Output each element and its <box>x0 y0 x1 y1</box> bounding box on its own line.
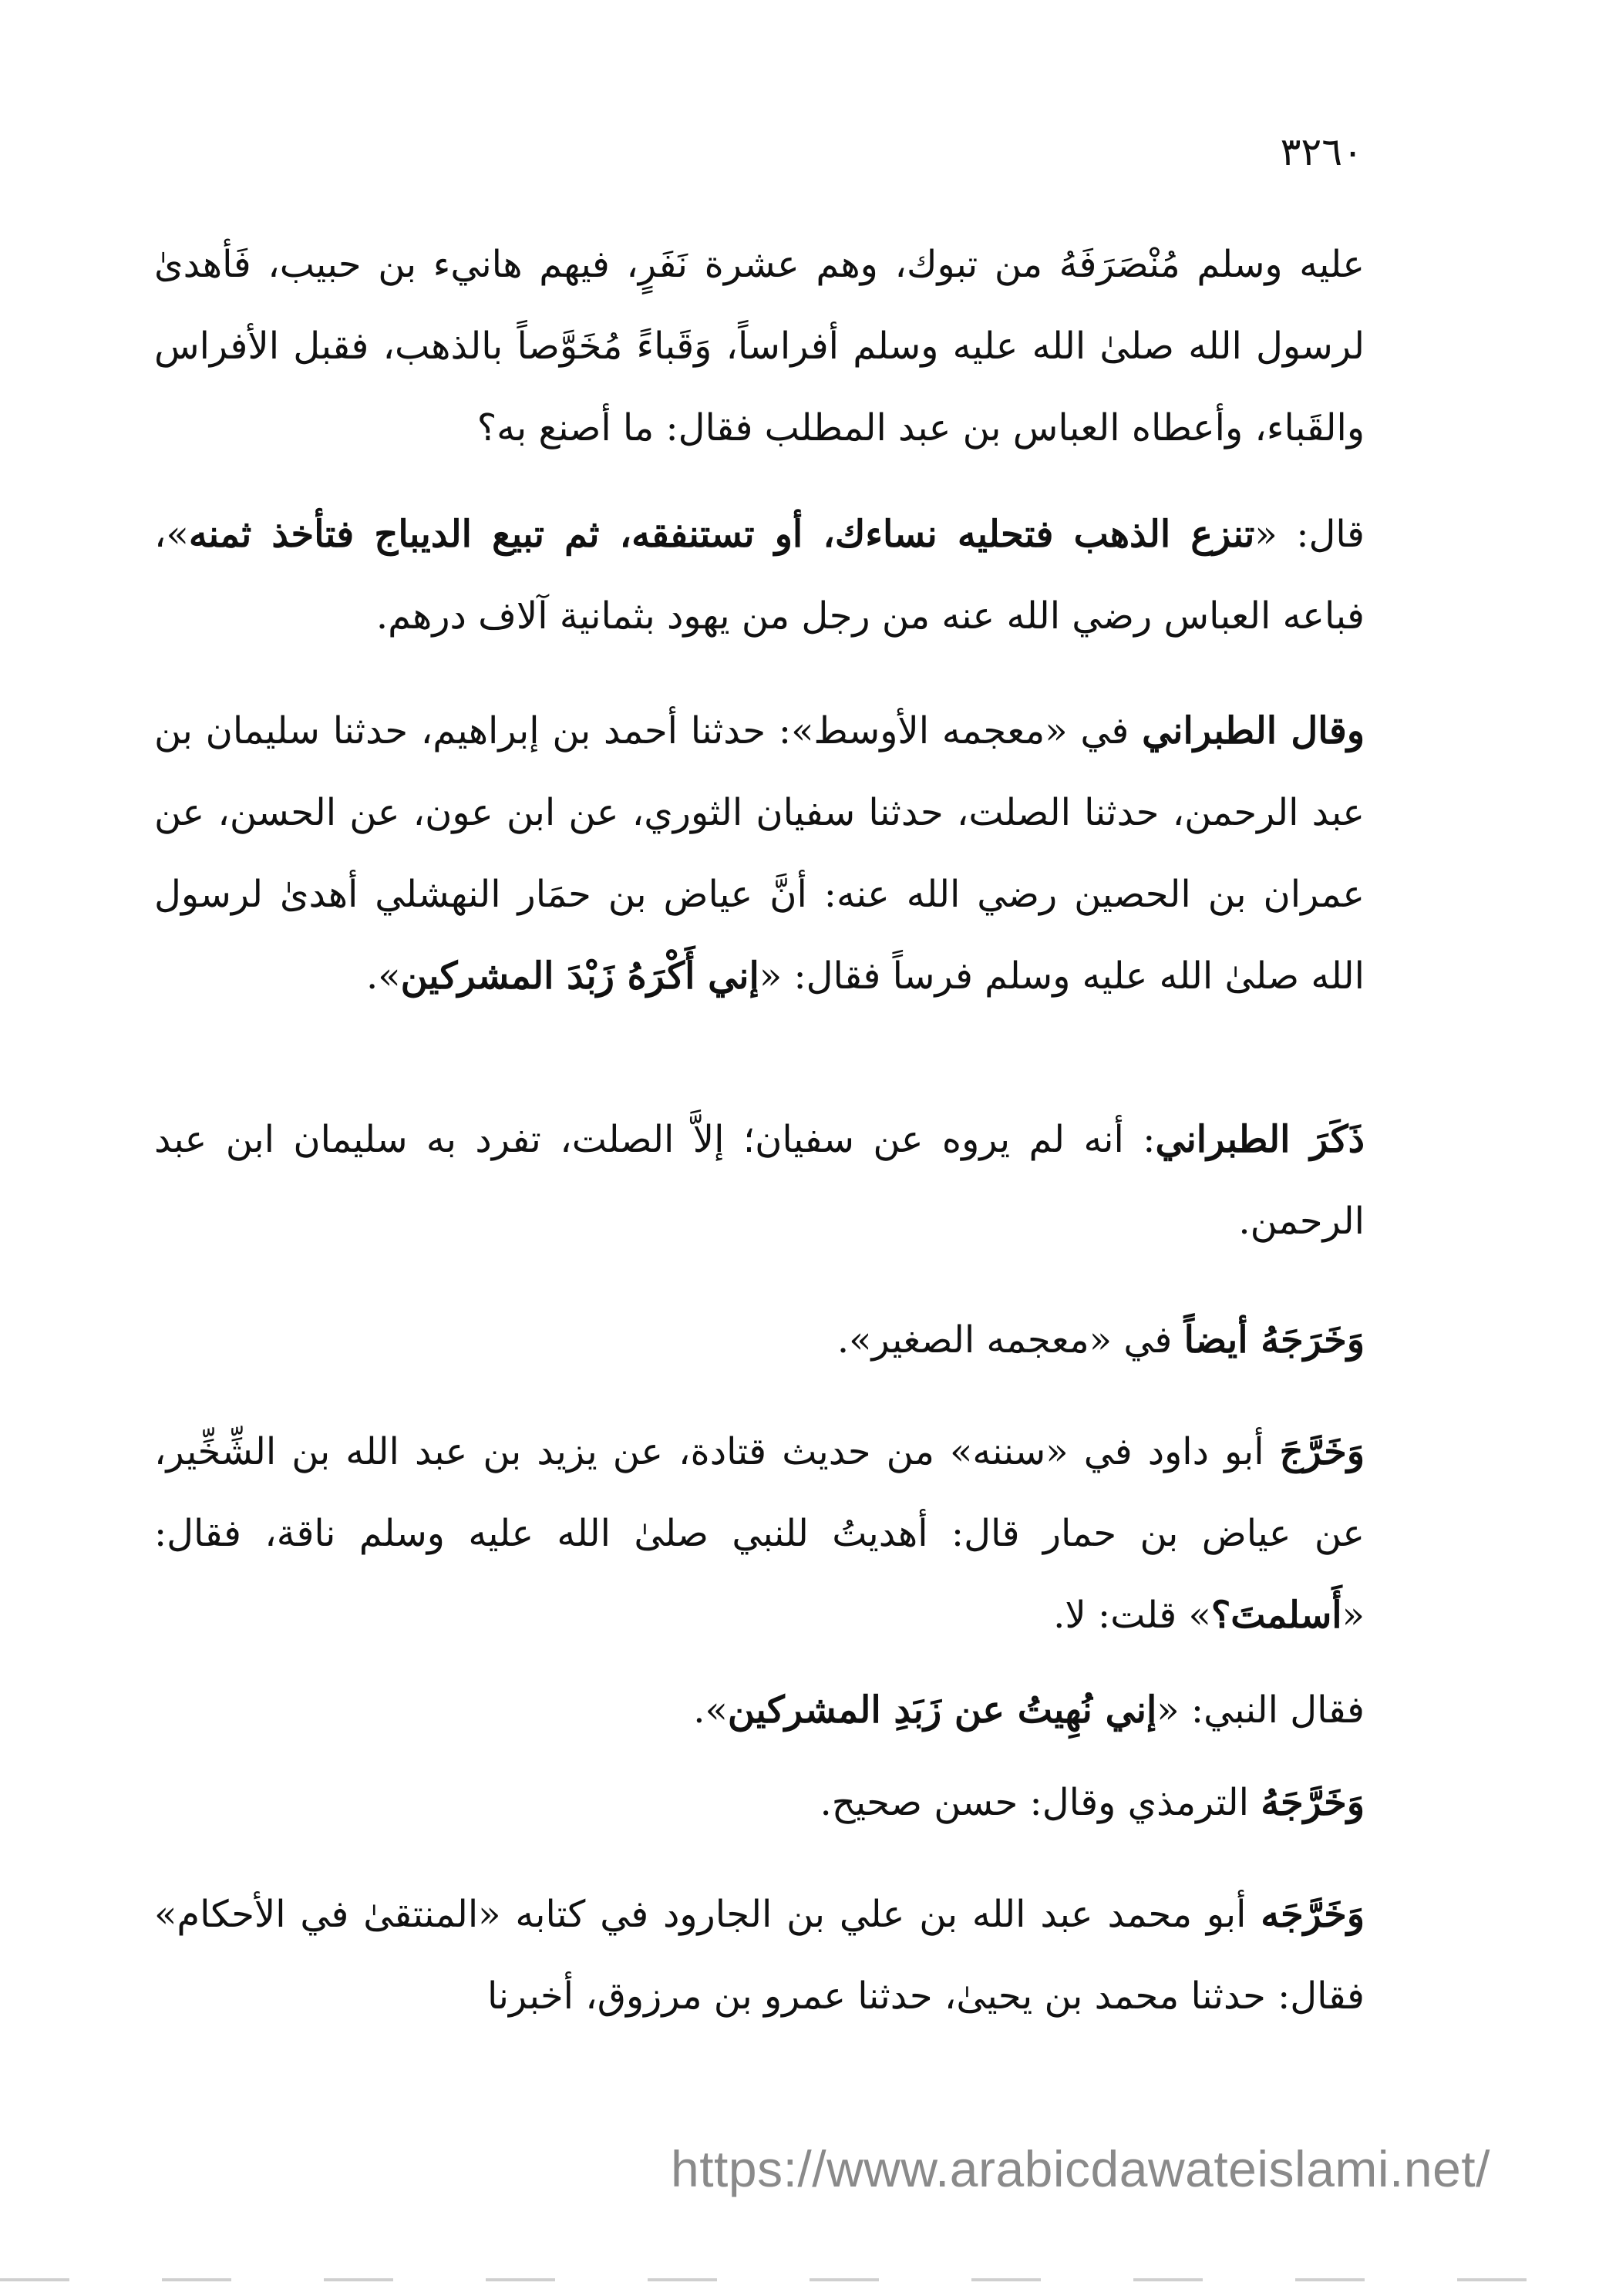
paragraph-7 <box>154 1669 1365 1751</box>
paragraph-9 <box>154 1873 1365 2037</box>
paragraph-3-heading: وقال الطبراني <box>1142 709 1365 752</box>
paragraph-2-lead: قال: « <box>1254 513 1365 556</box>
paragraph-2 <box>154 493 1365 657</box>
paragraph-7-lead: فقال النبي: « <box>1156 1688 1365 1732</box>
paragraph-6-quote: أَسلمتَ؟ <box>1210 1594 1342 1637</box>
paragraph-4 <box>154 1099 1365 1262</box>
paragraph-7-quote: إني نُهِيتُ عن زَبَدِ المشركين <box>727 1688 1157 1732</box>
paragraph-8-heading: وَخَرَّجَهُ <box>1261 1781 1365 1824</box>
paragraph-2-quote: تنزع الذهب فتحليه نساءك، أو تستنفقه، ثم تبيع الديباج فتأخذ ثمنه <box>188 513 1255 556</box>
paragraph-6-body: أبو داود في «سننه» من حديث قتادة، عن يزيد بن عبد الله بن الشِّخِّير، عن عياض بن حمار قال: أهديتُ للنبي صلىٰ الله عليه وسلم ناقة، فقال: « <box>154 1430 1365 1637</box>
paragraph-3-body: في «معجمه الأوسط»: حدثنا أحمد بن إبراهيم، حدثنا سليمان بن عبد الرحمن، حدثنا الصلت، حدثنا سفيان الثوري، عن ابن عون، عن الحسن، عن عمران بن الحصين رضي الله عنه: أنَّ عياض بن حمَار النهشلي أهدىٰ لرسول الله صلىٰ الله عليه وسلم فرساً فقال: « <box>154 709 1365 998</box>
paragraph-1 <box>154 224 1365 469</box>
paragraph-9-heading: وَخَرَّجَه <box>1261 1893 1365 1936</box>
paragraph-1-text: عليه وسلم مُنْصَرَفَهُ من تبوك، وهم عشرة نَفَرٍ، فيهم هانيء بن حبيب، فَأهدىٰ لرسول الله صلىٰ الله عليه وسلم أفراساً، وَقَباءً مُخَوَّصاً بالذهب، فقبل الأفراس والقَباء، وأعطاه العباس بن عبد المطلب فقال: ما أصنع به؟ <box>154 243 1365 449</box>
paragraph-5-heading: وَخَرَجَهُ أيضاً <box>1183 1318 1365 1362</box>
paragraph-9-body: أبو محمد عبد الله بن علي بن الجارود في كتابه «المنتقىٰ في الأحكام» فقال: حدثنا محمد بن يحيىٰ، حدثنا عمرو بن مرزوق، أخبرنا <box>154 1893 1365 2018</box>
paragraph-3-tail: ». <box>365 954 401 998</box>
page-number: ٣٢٦٠ <box>1280 130 1363 174</box>
paragraph-2-tail: »، فباعه العباس رضي الله عنه من رجل من يهود بثمانية آلاف درهم. <box>154 513 1365 638</box>
paragraph-3 <box>154 690 1365 1017</box>
paragraph-5 <box>154 1299 1365 1381</box>
paragraph-4-heading: ذَكَرَ الطبراني <box>1155 1118 1365 1161</box>
paragraph-6 <box>154 1411 1365 1656</box>
scan-edge-marks <box>0 2278 1599 2281</box>
paragraph-8 <box>154 1762 1365 1843</box>
paragraph-3-quote: إني أَكْرَهُ زَبْدَ المشركين <box>400 954 759 998</box>
footer-url[interactable]: https://www.arabicdawateislami.net/ <box>671 2140 1490 2197</box>
paragraph-7-tail: ». <box>693 1688 728 1732</box>
paragraph-6-tail: » قلت: لا. <box>1053 1594 1211 1637</box>
paragraph-6-heading: وَخَرَّجَ <box>1279 1430 1365 1473</box>
paragraph-4-body: : أنه لم يروه عن سفيان؛ إلاَّ الصلت، تفرد به سليمان ابن عبد الرحمن. <box>154 1118 1365 1243</box>
paragraph-5-body: في «معجمه الصغير». <box>837 1318 1184 1362</box>
paragraph-8-body: الترمذي وقال: حسن صحيح. <box>820 1781 1261 1824</box>
